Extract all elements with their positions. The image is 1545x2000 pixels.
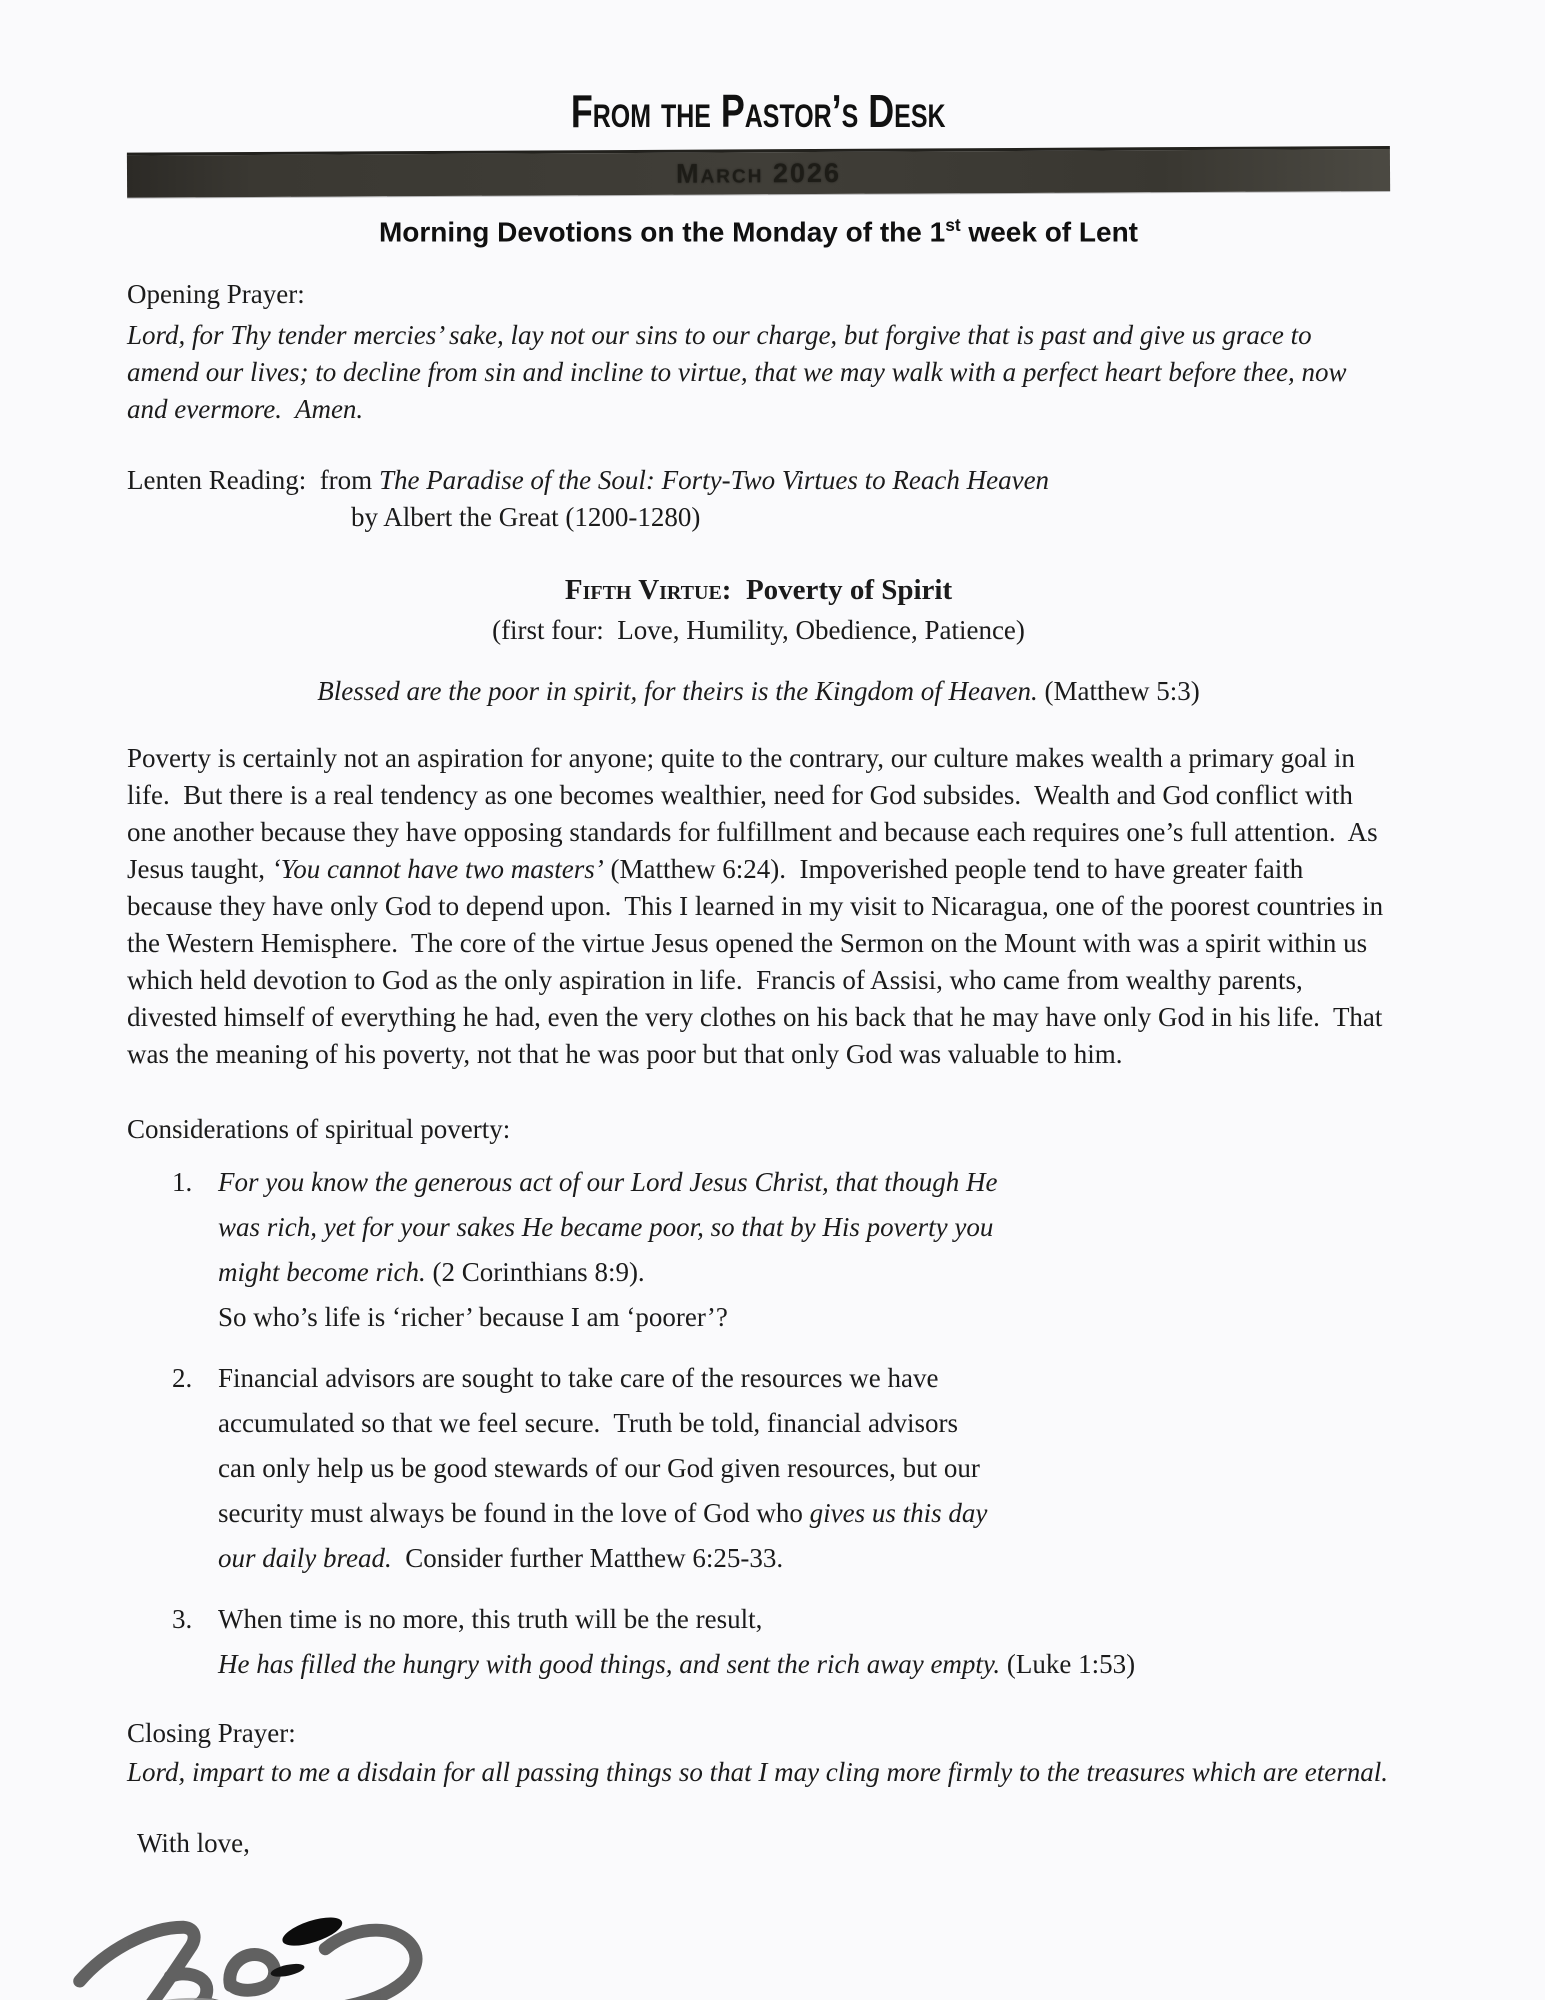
list-item (127, 1160, 1390, 1340)
list-item (127, 1597, 1390, 1687)
list-item-number: 2. (172, 1363, 193, 1394)
list-item-line: was rich, yet for your sakes He became poor, so that by His poverty you (218, 1212, 994, 1243)
pastor-signature-icon (52, 1882, 452, 2000)
page-title: From the Pastor’s Desk (571, 85, 946, 137)
closing-prayer-label: Closing Prayer: (127, 1718, 296, 1749)
opening-prayer-label: Opening Prayer: (127, 279, 305, 310)
lenten-reading (127, 462, 1390, 536)
virtue-heading-label: Fifth Virtue: (564, 574, 732, 607)
list-item-number: 3. (172, 1604, 193, 1635)
virtue-heading (127, 572, 1390, 609)
subtitle-text-rest: week of Lent (960, 216, 1139, 248)
list-item-text (218, 1160, 1390, 1340)
list-item-line: might become rich. (2 Corinthians 8:9). (218, 1257, 645, 1288)
signoff-text: With love, (137, 1828, 250, 1859)
list-item-text (218, 1356, 1390, 1581)
list-item-line: So who’s life is ‘richer’ because I am ‘poorer’? (218, 1302, 728, 1333)
subtitle-ordinal-suffix: st (945, 215, 961, 235)
list-item-line: security must always be found in the love of God who gives us this day (218, 1498, 988, 1529)
virtue-heading-gap (731, 574, 746, 606)
scripture-quote: Blessed are the poor in spirit, for theirs is the Kingdom of Heaven. (Matthew 5:3) (317, 676, 1200, 707)
list-item-line: our daily bread. Consider further Matthew 6:25-33. (218, 1543, 784, 1574)
virtue-heading-title: Poverty of Spirit (745, 574, 953, 607)
list-item-line: When time is no more, this truth will be the result, (218, 1604, 763, 1635)
month-banner (127, 146, 1390, 198)
lenten-reading-byline: by Albert the Great (1200-1280) (351, 502, 701, 533)
month-banner-label: March 2026 (675, 157, 842, 189)
list-item-line: Financial advisors are sought to take care of the resources we have (218, 1363, 939, 1394)
list-item (127, 1356, 1390, 1581)
devotion-subtitle (127, 215, 1390, 248)
list-item-line: He has filled the hungry with good things, and sent the rich away empty. (Luke 1:53) (218, 1649, 1136, 1680)
opening-prayer-text: Lord, for Thy tender mercies’ sake, lay not our sins to our charge, but forgive that is past and give us grace to amend our lives; to decline from sin and incline to virtue, that we may walk with a perfect heart before thee, now and evermore. Amen. (127, 320, 1354, 425)
page-content (0, 84, 1545, 1862)
list-item-number: 1. (172, 1167, 193, 1198)
main-paragraph: Poverty is certainly not an aspiration for anyone; quite to the contrary, our culture makes wealth a primary goal in life. But there is a real tendency as one becomes wealthier, need for God subsides. Wealth and God conflict with one another because they have opposing standards for fulfillment and because each requires one’s full attention. As Jesus taught, ‘You cannot have two masters’ (Matthew 6:24). Impoverished people tend to have greater faith because they have only God to depend upon. This I learned in my visit to Nicaragua, one of the poorest countries in the Western Hemisphere. The core of the virtue Jesus opened the Sermon on the Mount with was a spirit within us which held devotion to God as the only aspiration in life. Francis of Assisi, who came from wealthy parents, divested himself of everything he had, even the very clothes on his back that he may have only God in his life. That was the meaning of his poverty, not that he was poor but that only God was valuable to him. (127, 743, 1390, 1070)
lenten-reading-line: Lenten Reading: from The Paradise of the Soul: Forty-Two Virtues to Reach Heaven (127, 465, 1050, 496)
header (127, 84, 1390, 138)
list-item-line: accumulated so that we feel secure. Truth be told, financial advisors (218, 1408, 959, 1439)
virtue-parenthetical: (first four: Love, Humility, Obedience, Patience) (492, 615, 1025, 646)
closing-prayer-text: Lord, impart to me a disdain for all passing things so that I may cling more firmly to the treasures which are eternal. (127, 1757, 1388, 1788)
considerations-list (127, 1160, 1390, 1687)
list-item-text (218, 1597, 1390, 1687)
list-item-line: For you know the generous act of our Lord Jesus Christ, that though He (218, 1167, 998, 1198)
considerations-label: Considerations of spiritual poverty: (127, 1114, 511, 1145)
list-item-line: can only help us be good stewards of our God given resources, but our (218, 1453, 980, 1484)
subtitle-text: Morning Devotions on the Monday of the 1 (378, 216, 946, 248)
